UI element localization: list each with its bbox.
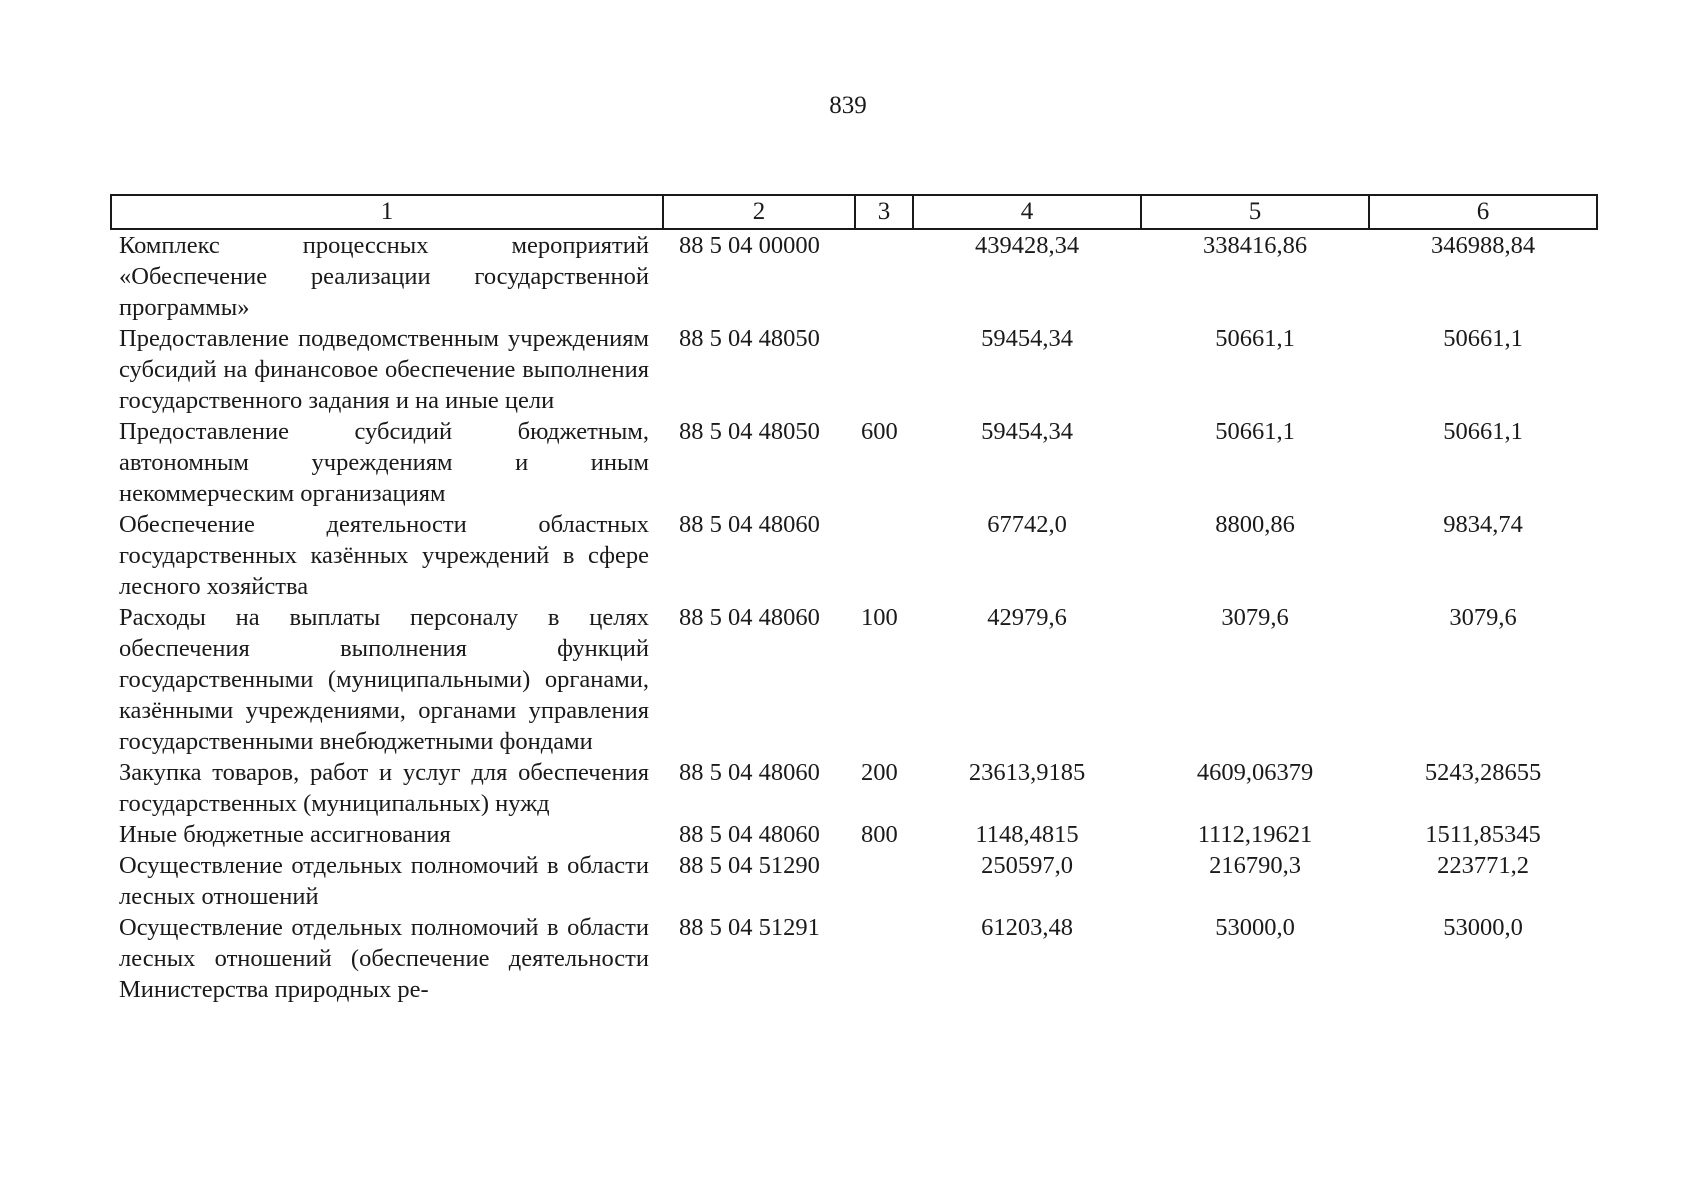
expense-type-cell: [855, 912, 913, 1005]
budget-code-cell: 88 5 04 48060: [679, 511, 820, 538]
table-row: [111, 509, 1597, 602]
table-row: [111, 602, 1597, 757]
expense-type-cell: [855, 229, 913, 323]
column-header: 3: [855, 195, 913, 229]
table-row: [111, 912, 1597, 1005]
row-name-cell: Осуществление отдельных полномочий в области лесных отношений (обеспечение деятельности Министерства природных ре-: [119, 914, 649, 1003]
table-row: [111, 416, 1597, 509]
amount-col4-cell: 23613,9185: [968, 759, 1086, 786]
expense-type-cell: 100: [861, 604, 898, 631]
row-name-cell: Обеспечение деятельности областных государственных казённых учреждений в сфере лесного хозяйства: [119, 511, 649, 600]
budget-code-cell: 88 5 04 48060: [679, 821, 820, 848]
expense-type-cell: 800: [861, 821, 898, 848]
amount-col6-cell: 50661,1: [1443, 325, 1523, 352]
table-row: [111, 850, 1597, 912]
budget-code-cell: 88 5 04 48050: [679, 418, 820, 445]
row-name-cell: Иные бюджетные ассигнования: [119, 821, 451, 848]
amount-col5-cell: 53000,0: [1215, 914, 1295, 941]
budget-code-cell: 88 5 04 00000: [679, 232, 820, 259]
amount-col5-cell: 50661,1: [1215, 418, 1295, 445]
column-header: 5: [1141, 195, 1369, 229]
table-row: [111, 757, 1597, 819]
table-row: [111, 229, 1597, 323]
amount-col6-cell: 5243,28655: [1424, 759, 1542, 786]
amount-col4-cell: 1148,4815: [975, 821, 1079, 848]
page-number: 839: [829, 92, 867, 119]
amount-col5-cell: 216790,3: [1209, 852, 1301, 879]
amount-col6-cell: 223771,2: [1437, 852, 1529, 879]
budget-code-cell: 88 5 04 48060: [679, 604, 820, 631]
expense-type-cell: [855, 850, 913, 912]
budget-code-cell: 88 5 04 51291: [679, 914, 820, 941]
amount-col5-cell: 8800,86: [1215, 511, 1295, 538]
amount-col6-cell: 3079,6: [1449, 604, 1517, 631]
amount-col5-cell: 338416,86: [1202, 232, 1308, 259]
amount-col5-cell: 4609,06379: [1196, 759, 1314, 786]
amount-col6-cell: 346988,84: [1430, 232, 1536, 259]
expense-type-cell: 200: [861, 759, 898, 786]
amount-col4-cell: 59454,34: [981, 418, 1073, 445]
column-header: 4: [913, 195, 1141, 229]
amount-col5-cell: 1112,19621: [1197, 821, 1313, 848]
amount-col4-cell: 42979,6: [987, 604, 1067, 631]
row-name-cell: Осуществление отдельных полномочий в области лесных отношений: [119, 852, 649, 910]
expense-type-cell: 600: [861, 418, 898, 445]
amount-col4-cell: 67742,0: [987, 511, 1067, 538]
amount-col4-cell: 439428,34: [974, 232, 1080, 259]
amount-col6-cell: 50661,1: [1443, 418, 1523, 445]
column-header: 1: [111, 195, 663, 229]
column-header: 6: [1369, 195, 1597, 229]
row-name-cell: Закупка товаров, работ и услуг для обеспечения государственных (муниципальных) нужд: [119, 759, 649, 817]
budget-code-cell: 88 5 04 48060: [679, 759, 820, 786]
row-name-cell: Расходы на выплаты персоналу в целях обеспечения выполнения функций государственными (муниципальными) органами, казёнными учреждениями, органами управления государственными внебюджетными фондами: [119, 604, 649, 755]
amount-col4-cell: 61203,48: [981, 914, 1073, 941]
expense-type-cell: [855, 509, 913, 602]
amount-col4-cell: 59454,34: [981, 325, 1073, 352]
budget-code-cell: 88 5 04 51290: [679, 852, 820, 879]
column-header: 2: [663, 195, 855, 229]
amount-col6-cell: 9834,74: [1443, 511, 1523, 538]
budget-code-cell: 88 5 04 48050: [679, 325, 820, 352]
amount-col6-cell: 1511,85345: [1425, 821, 1541, 848]
budget-table: [110, 194, 1598, 1005]
row-name-cell: Комплекс процессных мероприятий «Обеспечение реализации государственной программы»: [119, 232, 649, 321]
table-body: [111, 229, 1597, 1005]
amount-col6-cell: 53000,0: [1443, 914, 1523, 941]
table-row: [111, 323, 1597, 416]
row-name-cell: Предоставление субсидий бюджетным, автономным учреждениям и иным некоммерческим организациям: [119, 418, 649, 507]
amount-col5-cell: 50661,1: [1215, 325, 1295, 352]
table-row: [111, 819, 1597, 850]
expense-type-cell: [855, 323, 913, 416]
table-header-row: [111, 195, 1597, 229]
amount-col5-cell: 3079,6: [1221, 604, 1289, 631]
row-name-cell: Предоставление подведомственным учреждениям субсидий на финансовое обеспечение выполнения государственного задания и на иные цели: [119, 325, 649, 414]
amount-col4-cell: 250597,0: [981, 852, 1073, 879]
